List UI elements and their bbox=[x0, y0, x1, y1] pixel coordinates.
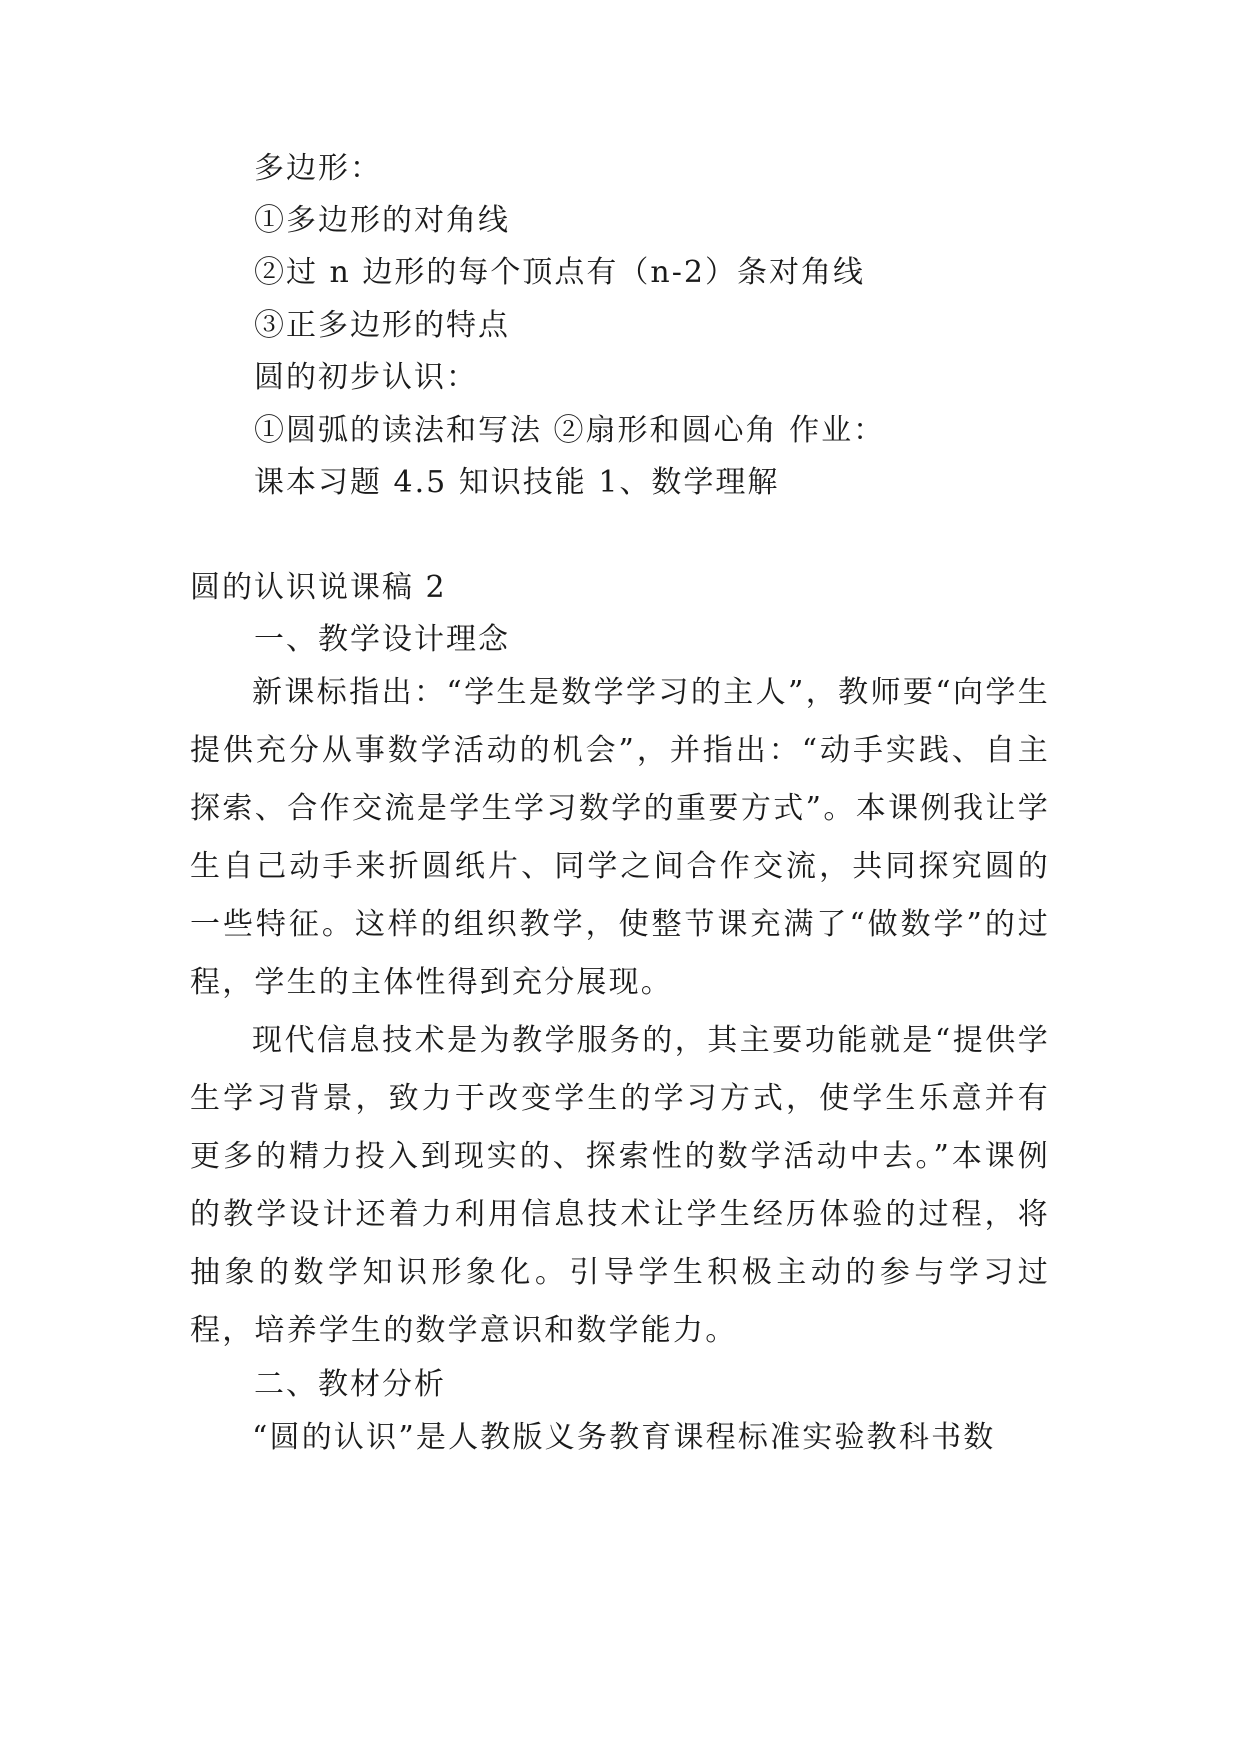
heading-textbook-analysis: 二、教材分析 bbox=[254, 1367, 446, 1402]
paragraph: 新课标指出：“学生是数学学习的主人”，教师要“向学生提供充分从事数学活动的机会”，并指出：“动手实践、自主探索、合作交流是学生学习数学的重要方式”。本课例我让学生自己动手来折圆纸片、同学之间合作交流，共同探究圆的一些特征。这样的组织教学，使整节课充满了“做数学”的过程，学生的主体性得到充分展现。 bbox=[190, 675, 1050, 1000]
heading-polygon: 多边形： bbox=[254, 151, 382, 186]
heading-design-concept: 一、教学设计理念 bbox=[254, 622, 510, 657]
section-title: 圆的认识说课稿 2 bbox=[190, 570, 447, 605]
list-item: ②过 n 边形的每个顶点有（n-2）条对角线 bbox=[254, 255, 865, 290]
list-item: ①圆弧的读法和写法 ②扇形和圆心角 作业： bbox=[254, 413, 886, 448]
heading-circle: 圆的初步认识： bbox=[254, 360, 478, 395]
paragraph: 现代信息技术是为教学服务的，其主要功能就是“提供学生学习背景，致力于改变学生的学习方式，使学生乐意并有更多的精力投入到现实的、探索性的数学活动中去。”本课例的教学设计还着力利用信息技术让学生经历体验的过程，将抽象的数学知识形象化。引导学生积极主动的参与学习过程，培养学生的数学意识和数学能力。 bbox=[190, 1023, 1050, 1348]
list-item: ③正多边形的特点 bbox=[254, 308, 510, 343]
paragraph: “圆的认识”是人教版义务教育课程标准实验教科书数 bbox=[252, 1420, 996, 1455]
list-item: ①多边形的对角线 bbox=[254, 203, 510, 238]
homework-line: 课本习题 4.5 知识技能 1、数学理解 bbox=[254, 465, 780, 500]
